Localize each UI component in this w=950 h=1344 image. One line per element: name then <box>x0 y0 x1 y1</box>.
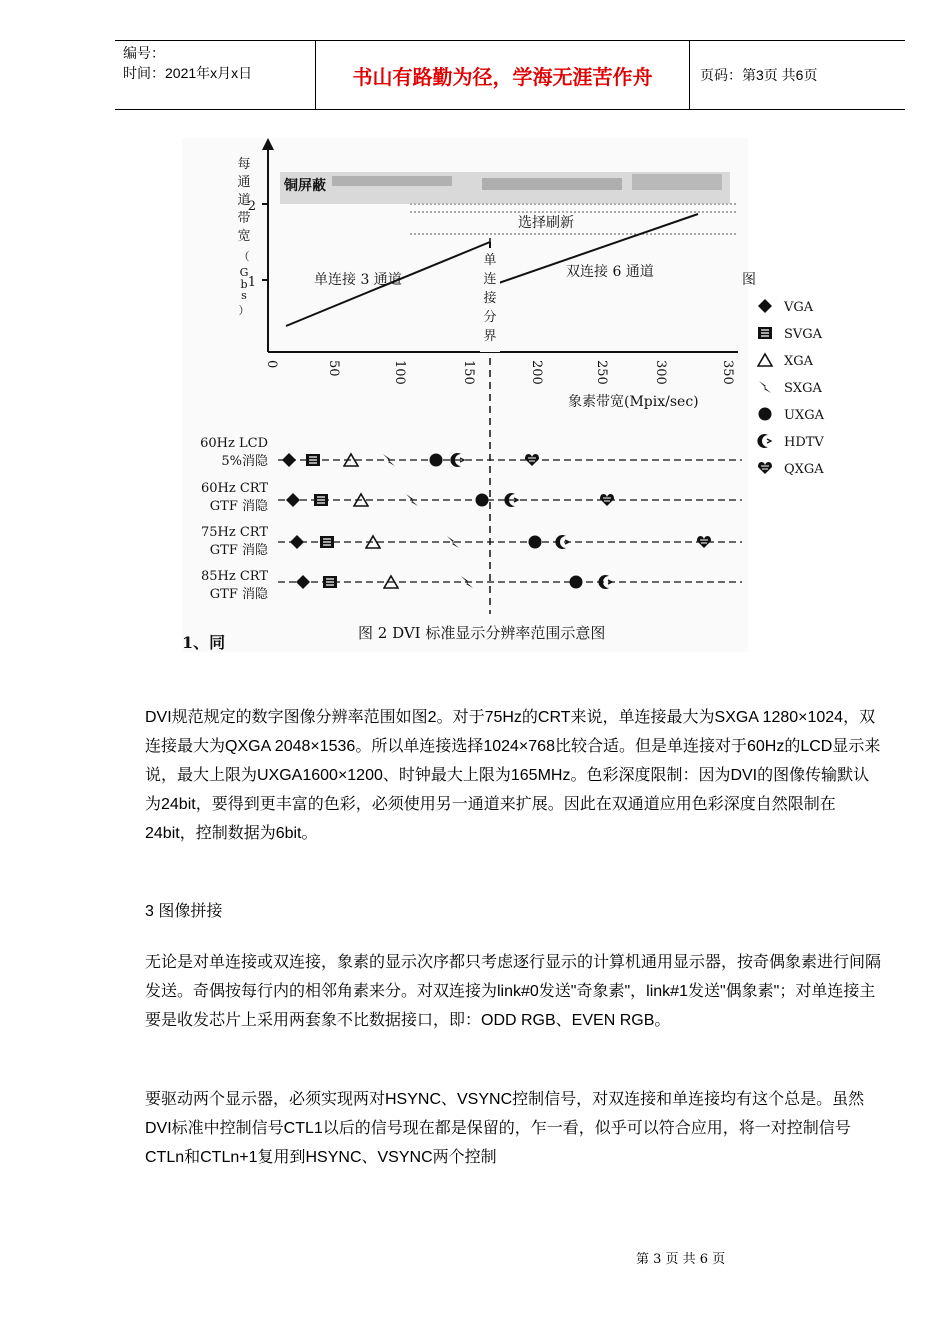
svg-text:GTF 消隐: GTF 消隐 <box>209 543 268 558</box>
y-tick-2: 2 <box>247 199 256 214</box>
single-link-label: 单连接 3 通道 <box>314 272 402 288</box>
copper-band <box>280 172 730 204</box>
svg-text:60Hz LCD: 60Hz LCD <box>200 436 268 451</box>
circle-icon <box>476 494 489 507</box>
number-label: 编号： <box>123 45 165 61</box>
svg-text:XGA: XGA <box>784 354 814 369</box>
svg-text:HDTV: HDTV <box>784 435 824 450</box>
paragraph-resolution-range: DVI规范规定的数字图像分辨率范围如图2。对于75Hz的CRT来说，单连接最大为SXGA 1280×1024，双连接最大为QXGA 2048×1536。所以单连接选择1024×768比较合适。但是单连接对于60Hz的LCD显示来说，最大上限为UXGA1600×1200、时钟最大上限为165MHz。色彩深度限制：因为DVI的图像传输默认为24bit，要得到更丰富的色彩，必须使用另一通道来扩展。因此在双通道应用色彩深度自然限制在24bit，控制数据为6bit。 <box>145 709 881 842</box>
legend-item-qxga <box>758 462 824 477</box>
svg-text:5%消隐: 5%消隐 <box>221 454 268 469</box>
legend-item-xga <box>758 354 814 369</box>
svg-text:通: 通 <box>237 175 251 190</box>
svg-text:分: 分 <box>483 310 497 325</box>
time-label: 时间：2021年x月x日 <box>123 65 253 81</box>
svg-text:）: ） <box>238 304 250 317</box>
legend-item-sxga <box>759 381 823 396</box>
figure-corner-text: 1、同 <box>182 633 226 652</box>
svg-text:150: 150 <box>461 360 476 385</box>
svg-text:每: 每 <box>237 157 251 172</box>
crescent-icon <box>757 434 771 448</box>
square-icon <box>323 576 337 588</box>
legend-item-hdtv <box>757 434 824 450</box>
svg-text:s: s <box>241 289 247 302</box>
legend-item-uxga <box>759 408 825 424</box>
header-page-label: 页码：第3页 共6页 <box>700 67 818 83</box>
svg-text:单: 单 <box>483 253 497 268</box>
svg-text:SVGA: SVGA <box>784 327 823 342</box>
svg-text:宽: 宽 <box>237 229 251 244</box>
figure-caption: 图 2 DVI 标准显示分辨率范围示意图 <box>358 624 606 642</box>
svg-text:250: 250 <box>594 360 609 385</box>
svg-text:SXGA: SXGA <box>784 381 822 396</box>
boundary-label <box>480 248 500 352</box>
x-axis-label: 象素带宽(Mpix/sec) <box>568 394 699 410</box>
circle-icon <box>430 454 443 467</box>
svg-text:350: 350 <box>720 360 735 385</box>
lightning-icon <box>759 381 771 393</box>
header-meta <box>115 41 315 109</box>
triangle-icon <box>758 354 772 366</box>
square-icon <box>320 536 334 548</box>
dual-link-label: 双连接 6 通道 <box>566 264 654 280</box>
square-icon <box>758 327 772 339</box>
svg-text:75Hz CRT: 75Hz CRT <box>200 525 268 540</box>
svg-text:b: b <box>240 278 248 291</box>
paragraph-pixel-order: 无论是对单连接或双连接，象素的显示次序都只考虑逐行显示的计算机通用显示器，按奇偶象素进行间隔发送。奇偶按每行内的相邻角素来分。对双连接为link#0发送"奇象素"，link#1发送"偶象素"；对单连接主要是收发芯片上采用两套象不比数据接口，即：ODD RGB、EVEN RGB。 <box>145 954 882 1029</box>
circle-icon <box>529 536 542 549</box>
figure-canvas <box>182 138 824 652</box>
svg-text:道: 道 <box>237 193 251 208</box>
legend-item-svga <box>758 327 823 342</box>
heart-icon <box>758 462 772 474</box>
svg-text:界: 界 <box>483 329 497 344</box>
refresh-label: 选择刷新 <box>518 215 574 231</box>
diamond-icon <box>758 299 772 313</box>
svg-text:85Hz CRT: 85Hz CRT <box>200 569 268 584</box>
svg-text:（: （ <box>238 250 250 263</box>
square-icon <box>306 454 320 466</box>
circle-icon <box>570 576 583 589</box>
square-icon <box>314 494 328 506</box>
circle-icon <box>759 408 772 421</box>
page-header <box>115 40 905 110</box>
svg-text:UXGA: UXGA <box>784 408 824 423</box>
svg-text:连: 连 <box>483 272 497 287</box>
svg-text:接: 接 <box>483 291 497 306</box>
svg-text:GTF 消隐: GTF 消隐 <box>209 587 268 602</box>
y-tick-1: 1 <box>247 275 256 290</box>
svg-text:100: 100 <box>392 360 407 385</box>
svg-text:300: 300 <box>653 360 668 385</box>
svg-text:GTF 消隐: GTF 消隐 <box>209 499 268 514</box>
paragraph-sync-signals: 要驱动两个显示器，必须实现两对HSYNC、VSYNC控制信号，对双连接和单连接均有这个总是。虽然DVI标准中控制信号CTL1以后的信号现在都是保留的，乍一看，似乎可以符合应用，将一对控制信号CTLn和CTLn+1复用到HSYNC、VSYNC两个控制 <box>145 1091 865 1166</box>
legend-item-vga <box>758 299 814 315</box>
legend-title: 图 <box>742 272 756 288</box>
header-motto: 书山有路勤为径，学海无涯苦作舟 <box>352 66 653 89</box>
svg-text:QXGA: QXGA <box>784 462 824 477</box>
svg-text:带: 带 <box>237 211 251 226</box>
svg-text:50: 50 <box>326 360 341 377</box>
svg-text:0: 0 <box>264 360 279 369</box>
section-heading-image-splicing: 3 图像拼接 <box>145 903 223 920</box>
legend <box>742 272 825 477</box>
page-footer: 第 3 页 共 6 页 <box>636 1252 726 1267</box>
svg-text:60Hz CRT: 60Hz CRT <box>200 481 268 496</box>
svg-text:VGA: VGA <box>784 300 814 315</box>
dvi-resolution-figure <box>182 138 824 652</box>
svg-text:G: G <box>239 266 249 279</box>
copper-label: 铜屏蔽 <box>284 178 326 194</box>
svg-text:200: 200 <box>529 360 544 385</box>
